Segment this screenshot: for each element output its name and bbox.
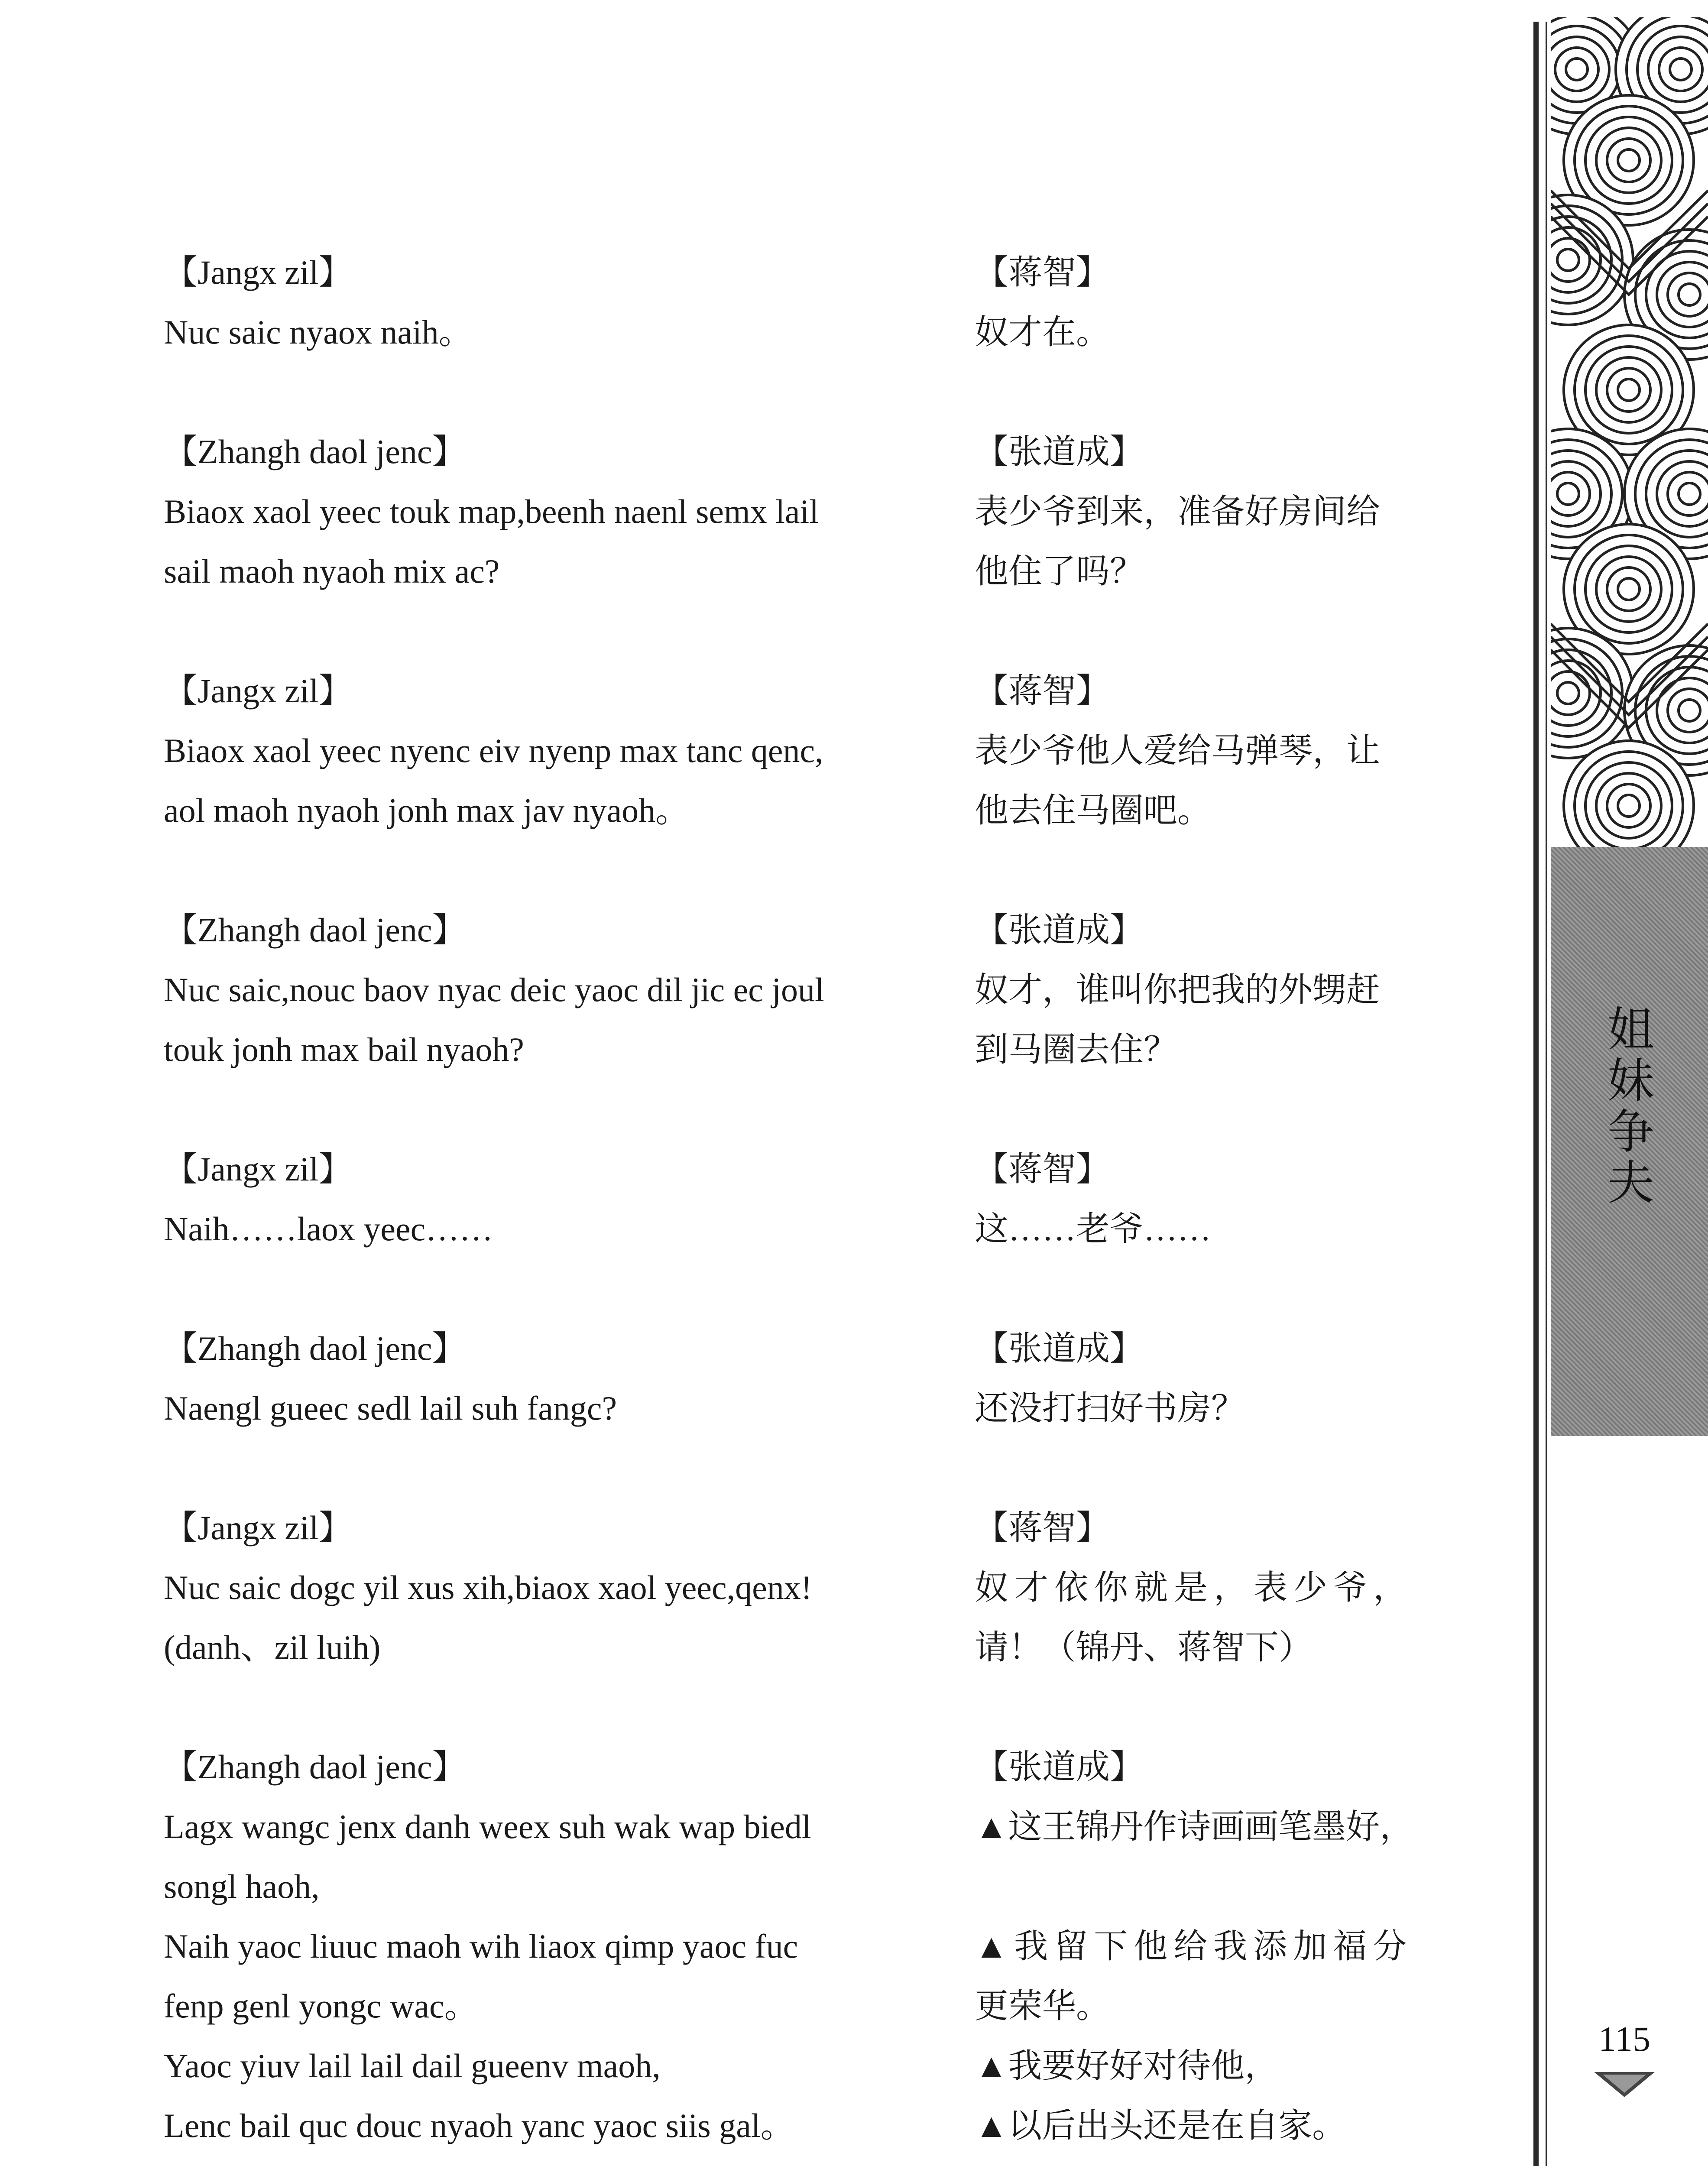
line-latin: Naih……laox yeec…… — [164, 1210, 493, 1248]
line-chinese: 表少爷他人爱给马弹琴，让 — [975, 732, 1381, 769]
cloud-pattern-ornament — [1551, 17, 1708, 849]
chapter-title-char: 争 — [1607, 1107, 1654, 1158]
speaker-name-latin: 【Zhangh daol jenc】 — [164, 911, 466, 949]
line-chinese: ▲这王锦丹作诗画画笔墨好， — [975, 1808, 1414, 1845]
speaker-row — [164, 1737, 1455, 1797]
dialogue-block — [164, 243, 1455, 362]
line-row — [164, 2036, 1455, 2096]
line-chinese: 还没打扫好书房？ — [975, 1389, 1245, 1427]
speaker-name-latin: 【Zhangh daol jenc】 — [164, 433, 466, 470]
line-chinese: 这……老爷…… — [975, 1210, 1212, 1248]
speaker-name-latin: 【Jangx zil】 — [164, 253, 353, 291]
line-chinese: 到马圈去住？ — [975, 1031, 1178, 1068]
margin-rule-thick — [1533, 22, 1539, 2166]
dialogue-block — [164, 661, 1455, 840]
speaker-name-chinese: 【蒋智】 — [975, 1150, 1110, 1188]
line-chinese: ▲我留下他给我添加福分 — [975, 1927, 1413, 1965]
line-latin: Naih yaoc liuuc maoh wih liaox qimp yaoc fuc — [164, 1927, 798, 1965]
line-chinese: ▲以后出头还是在自家。 — [975, 2107, 1346, 2144]
line-row — [164, 1558, 1455, 1618]
speaker-name-chinese: 【张道成】 — [975, 1748, 1144, 1786]
chapter-title-char: 妹 — [1607, 1056, 1654, 1107]
speaker-row — [164, 661, 1455, 721]
chapter-title-char: 姐 — [1607, 1005, 1654, 1056]
line-chinese: 他去住马圈吧。 — [975, 791, 1212, 829]
line-row — [164, 542, 1455, 601]
line-chinese: ▲我要好好对待他， — [975, 2047, 1279, 2085]
line-chinese: 表少爷到来，准备好房间给 — [975, 493, 1381, 530]
speaker-row — [164, 1498, 1455, 1558]
speaker-name-latin: 【Jangx zil】 — [164, 1509, 353, 1547]
line-chinese: 请！（锦丹、蒋智下） — [975, 1628, 1313, 1666]
chapter-title-char: 夫 — [1607, 1158, 1654, 1209]
margin-rule-thin — [1546, 22, 1547, 2166]
line-row — [164, 1976, 1455, 2036]
line-latin: Naengl gueec sedl lail suh fangc? — [164, 1389, 617, 1427]
line-row — [164, 960, 1455, 1020]
speaker-row — [164, 422, 1455, 482]
line-row — [164, 482, 1455, 542]
line-chinese: 更荣华。 — [975, 1987, 1110, 2025]
line-latin: Biaox xaol yeec touk map,beenh naenl semx lail — [164, 493, 819, 530]
line-latin: Lenc bail quc douc nyaoh yanc yaoc siis gal。 — [164, 2107, 794, 2144]
dialogue-block — [164, 1498, 1455, 1677]
line-latin: Yaoc yiuv lail lail dail gueenv maoh, — [164, 2047, 661, 2085]
chapter-title-vertical — [1603, 1005, 1659, 1209]
line-chinese: 奴才，谁叫你把我的外甥赶 — [975, 971, 1381, 1008]
speaker-name-latin: 【Zhangh daol jenc】 — [164, 1748, 466, 1786]
line-row — [164, 1857, 1455, 1916]
speaker-name-chinese: 【张道成】 — [975, 433, 1144, 470]
dialogue-block — [164, 422, 1455, 601]
page-number-ornament — [1594, 2069, 1655, 2099]
line-chinese: 奴才在。 — [975, 313, 1110, 351]
line-latin: Nuc saic,nouc baov nyac deic yaoc dil jic ec joul — [164, 971, 824, 1008]
line-chinese: 他住了吗？ — [975, 552, 1144, 590]
line-latin: fenp genl yongc wac。 — [164, 1987, 478, 2025]
line-row — [164, 1199, 1455, 1259]
speaker-name-latin: 【Zhangh daol jenc】 — [164, 1329, 466, 1367]
speaker-row — [164, 900, 1455, 960]
speaker-name-chinese: 【张道成】 — [975, 1329, 1144, 1367]
speaker-row — [164, 243, 1455, 302]
line-latin: Nuc saic nyaox naih。 — [164, 313, 473, 351]
line-latin: aol maoh nyaoh jonh max jav nyaoh。 — [164, 791, 690, 829]
dialogue-block — [164, 1139, 1455, 1259]
line-row — [164, 1020, 1455, 1080]
line-latin: Nuc saic dogc yil xus xih,biaox xaol yeec,qenx! — [164, 1569, 812, 1606]
line-latin: Lagx wangc jenx danh weex suh wak wap biedl — [164, 1808, 811, 1845]
dialogue-block — [164, 1319, 1455, 1438]
line-row — [164, 302, 1455, 362]
line-row — [164, 1797, 1455, 1857]
dialogue-block — [164, 1737, 1455, 2156]
line-row — [164, 2096, 1455, 2156]
speaker-name-chinese: 【蒋智】 — [975, 253, 1110, 291]
dialogue-block — [164, 900, 1455, 1080]
line-row — [164, 1378, 1455, 1438]
speaker-name-latin: 【Jangx zil】 — [164, 672, 353, 710]
speaker-name-chinese: 【蒋智】 — [975, 672, 1110, 710]
speaker-name-chinese: 【张道成】 — [975, 911, 1144, 949]
line-latin: touk jonh max bail nyaoh? — [164, 1031, 524, 1068]
speaker-row — [164, 1319, 1455, 1378]
speaker-name-chinese: 【蒋智】 — [975, 1509, 1110, 1547]
dialogue-content — [164, 243, 1455, 2166]
line-latin: Biaox xaol yeec nyenc eiv nyenp max tanc qenc, — [164, 732, 823, 769]
line-row — [164, 1916, 1455, 1976]
line-row — [164, 1618, 1455, 1677]
line-latin: songl haoh, — [164, 1868, 320, 1905]
speaker-row — [164, 1139, 1455, 1199]
line-row — [164, 721, 1455, 781]
speaker-name-latin: 【Jangx zil】 — [164, 1150, 353, 1188]
line-latin: (danh、zil luih) — [164, 1628, 381, 1666]
line-latin: sail maoh nyaoh mix ac? — [164, 552, 500, 590]
line-chinese: 奴才依你就是，表少爷， — [975, 1569, 1413, 1606]
line-row — [164, 781, 1455, 840]
page-number: 115 — [1598, 2019, 1650, 2059]
